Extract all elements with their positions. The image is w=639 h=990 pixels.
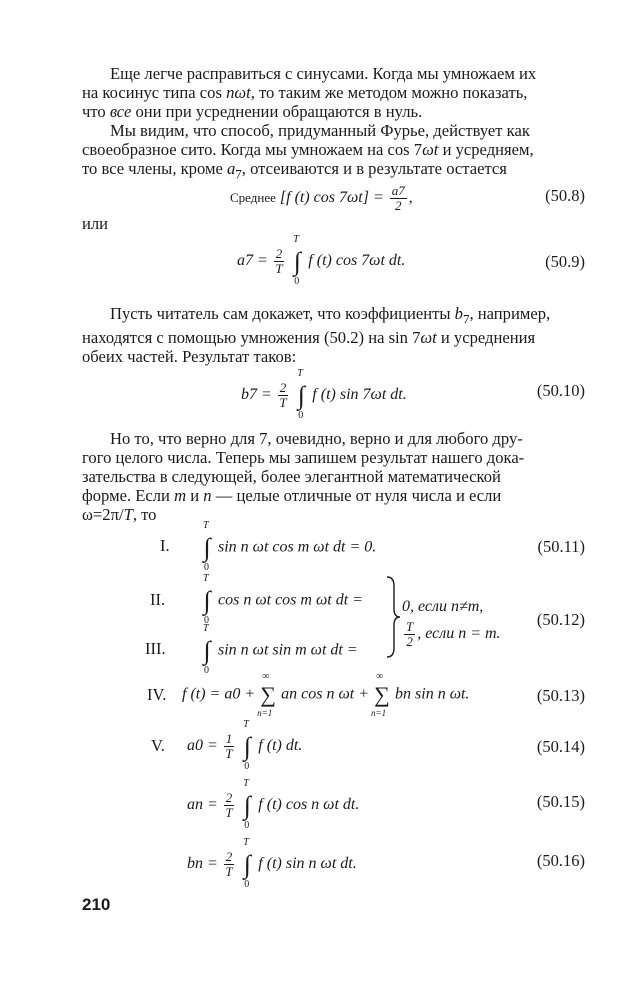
fraction: $\frac{2}{T}$ [275, 246, 283, 276]
equation-number: (50.10) [536, 381, 585, 400]
equation-number: (50.9) [545, 252, 585, 271]
equation-number: (50.12) [536, 610, 585, 629]
page-number: 210 [82, 895, 111, 914]
equation-number: (50.11) [537, 537, 585, 556]
integral-sign: ∫ T 0 [203, 623, 211, 676]
equation-50-16: bn = $\frac{2}{T}$ ∫ T 0 f (t) sin n ωt dt. [187, 836, 357, 890]
paragraph-4: Но то, что верно для 7, очевидно, верно и для любого дру- гого целого числа. Теперь мы запишем результат нашего дока- зательства в следующей, более элегантной математической форме. Если m и n — целые отличные от нуля числа и если ω=2π/T, то [82, 429, 525, 524]
fraction: $\frac{2}{T}$ [225, 790, 233, 820]
paragraph-3: Пусть читатель сам докажет, что коэффициенты $b_7$, например, находятся с помощью умножения (50.2) на sin 7ωt и усреднения обеих частей. Результат таков: [82, 304, 551, 367]
sum-sign: ∑ ∞ n=1 [371, 671, 390, 718]
sum-sign: ∑ ∞ n=1 [257, 671, 276, 718]
equation-50-14: a0 = $\frac{1}{T}$ ∫ T 0 f (t) dt. [187, 718, 303, 772]
equation-50-13: f (t) = a0 + ∑ ∞ n=1 an cos n ωt + ∑ ∞ n=1 bn sin n ωt. [182, 671, 470, 718]
integral-sign: ∫ T 0 [243, 718, 251, 772]
fraction: $\frac{T}{2}$ [406, 619, 414, 649]
case-1: 0, если n≠m, [402, 598, 484, 615]
equation-50-12-ii: ∫ T 0 cos n ωt cos m ωt dt = [200, 588, 363, 614]
equation-50-8: Среднее [f (t) cos 7ωt] = $\frac{a7}{2}$ , [230, 183, 413, 213]
equation-number: (50.15) [536, 792, 585, 811]
roman-numeral: I. [160, 536, 170, 555]
fraction: $\frac{1}{T}$ [225, 731, 233, 761]
equation-number: (50.16) [536, 851, 585, 870]
equation-50-10: b7 = $\frac{2}{T}$ ∫ T 0 f (t) sin 7ωt dt. [241, 367, 407, 421]
right-brace [385, 576, 401, 658]
paragraph-1: Еще легче расправиться с синусами. Когда мы умножаем их на косинус типа cos nωt, то таким же методом можно показать, что все они при усреднении обращаются в нуль. [82, 64, 537, 121]
equation-50-11: ∫ T 0 sin n ωt cos m ωt dt = 0. [200, 535, 376, 561]
equation-number: (50.13) [536, 686, 585, 705]
roman-numeral: III. [145, 639, 166, 658]
equation-50-9: a7 = $\frac{2}{T}$ ∫ T 0 f (t) cos 7ωt dt. [237, 233, 406, 287]
case-2: $\frac{T}{2}$ , если n = m. [406, 619, 501, 649]
word-ili: или [82, 214, 109, 233]
integral-sign: ∫ T 0 [243, 836, 251, 890]
equation-50-12-iii: ∫ T 0 sin n ωt sin m ωt dt = [200, 638, 358, 664]
roman-numeral: IV. [147, 685, 167, 704]
integral-sign: ∫ T 0 [203, 520, 211, 573]
paragraph-2: Мы видим, что способ, придуманный Фурье, действует как своеобразное сито. Когда мы умножаем на cos 7ωt и усредняем, то все члены, кроме $a_7$, отсеиваются и в результате остается [82, 121, 534, 182]
integral-sign: ∫ T 0 [293, 233, 301, 287]
roman-numeral: II. [150, 590, 166, 609]
integral-sign: ∫ T 0 [203, 573, 211, 626]
equation-number: (50.8) [545, 186, 585, 205]
fraction: $\frac{2}{T}$ [225, 849, 233, 879]
integral-sign: ∫ T 0 [297, 367, 305, 421]
roman-numeral: V. [151, 736, 165, 755]
equation-number: (50.14) [536, 737, 585, 756]
equation-50-15: an = $\frac{2}{T}$ ∫ T 0 f (t) cos n ωt dt. [187, 777, 360, 831]
fraction: $\frac{a7}{2}$ [391, 183, 405, 213]
integral-sign: ∫ T 0 [243, 777, 251, 831]
fraction: $\frac{2}{T}$ [279, 380, 287, 410]
